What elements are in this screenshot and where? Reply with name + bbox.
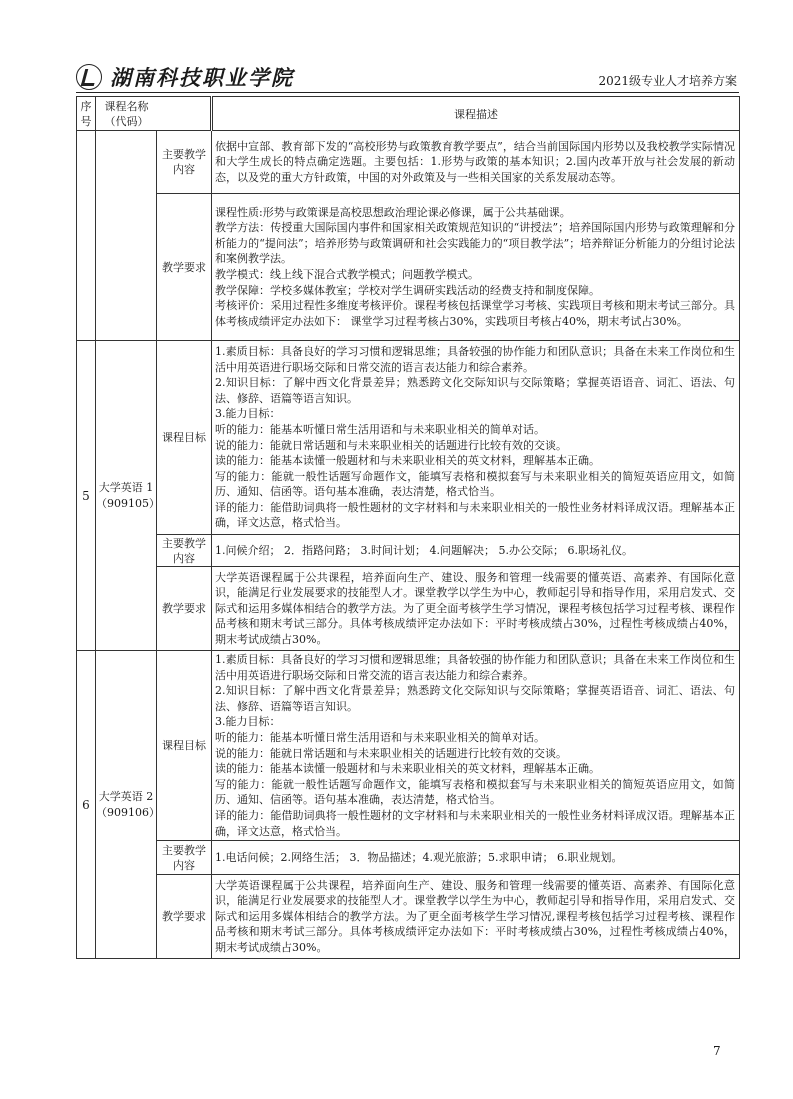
teaching-requirements-text: 课程性质:形势与政策课是高校思想政治理论课必修课，属于公共基础课。 教学方法：传授重大国际国内事件和国家相关政策规范知识的“讲授法”；培养国际国内形势与政策理解和分析能力的“提问法”；培养形势与政策调研和社会实践能力的“项目教学法”；培养辩证分析能力的分组讨论法和案例教学法。 教学模式：线上线下混合式教学模式；问题教学模式。 教学保障：学校多媒体教室；学校对学生调研实践活动的经费支持和制度保障。 考核评价：采用过程性多维度考核评价。课程考核包括课堂学习考核、实践项目考核和期末考试三部分。具体考核成绩评定办法如下： 课堂学习过程考核占30%，实践项目考核占40%，期末考试占30%。 — [212, 194, 740, 341]
page-header — [76, 62, 739, 93]
table-row — [77, 841, 740, 875]
serial-number-5: 5 — [77, 341, 96, 651]
course-name-english-1: 大学英语 1 （909105） — [96, 341, 157, 651]
label-course-goals: 课程目标 — [157, 341, 212, 535]
serial-cell-continued — [77, 131, 96, 341]
course-name-english-2: 大学英语 2 （909106） — [96, 651, 157, 959]
table-row — [77, 341, 740, 535]
serial-number-6: 6 — [77, 651, 96, 959]
table-header-row — [77, 97, 740, 131]
header-course-description: 课程描述 — [212, 97, 740, 131]
table-row — [77, 131, 740, 194]
table-row — [77, 535, 740, 567]
label-teaching-requirements: 教学要求 — [157, 567, 212, 651]
label-course-goals: 课程目标 — [157, 651, 212, 841]
course-goals-text: 1.素质目标：具备良好的学习习惯和逻辑思维；具备较强的协作能力和团队意识；具备在未来工作岗位和生活中用英语进行职场交际和日常交流的语言表达能力和综合素养。 2.知识目标：了解中西文化背景差异；熟悉跨文化交际知识与交际策略；掌握英语语音、词汇、语法、句法、修辞、语篇等语言知识。 3.能力目标： 听的能力：能基本听懂日常生活用语和与未来职业相关的简单对话。 说的能力：能就日常话题和与未来职业相关的话题进行比较有效的交谈。 读的能力：能基本读懂一般题材和与未来职业相关的英文材料，理解基本正确。 写的能力：能就一般性话题写命题作文，能填写表格和模拟套写与未来职业相关的简短英语应用文，如简历、通知、信函等。语句基本准确，表达清楚，格式恰当。 译的能力：能借助词典将一般性题材的文字材料和与未来职业相关的一般性业务材料译成汉语。理解基本正确，译文达意，格式恰当。 — [212, 651, 740, 841]
table-row — [77, 875, 740, 959]
main-content-text: 依据中宣部、教育部下发的“高校形势与政策教育教学要点”，结合当前国际国内形势以及我校教学实际情况和大学生成长的特点确定选题。主要包括：1.形势与政策的基本知识；2.国内改革开放与社会发展的新动态，以及党的重大方针政策，中国的对外政策及与一些相关国家的关系发展动态等。 — [212, 131, 740, 194]
course-goals-text: 1.素质目标：具备良好的学习习惯和逻辑思维；具备较强的协作能力和团队意识；具备在未来工作岗位和生活中用英语进行职场交际和日常交流的语言表达能力和综合素养。 2.知识目标：了解中西文化背景差异；熟悉跨文化交际知识与交际策略；掌握英语语音、词汇、语法、句法、修辞、语篇等语言知识。 3.能力目标： 听的能力：能基本听懂日常生活用语和与未来职业相关的简单对话。 说的能力：能就日常话题和与未来职业相关的话题进行比较有效的交谈。 读的能力：能基本读懂一般题材和与未来职业相关的英文材料，理解基本正确。 写的能力：能就一般性话题写命题作文，能填写表格和模拟套写与未来职业相关的简短英语应用文，如简历、通知、信函等。语句基本准确，表达清楚，格式恰当。 译的能力：能借助词典将一般性题材的文字材料和与未来职业相关的一般性业务材料译成汉语。理解基本正确，译文达意，格式恰当。 — [212, 341, 740, 535]
header-serial-number: 序 号 — [77, 97, 96, 131]
table-row — [77, 651, 740, 841]
school-logo-icon — [76, 64, 102, 90]
table-row — [77, 194, 740, 341]
school-name: 湖南科技职业学院 — [110, 65, 294, 90]
label-main-content: 主要教学 内容 — [157, 535, 212, 567]
header-course-name: 课程名称 （代码） — [96, 97, 212, 131]
label-main-content: 主要教学 内容 — [157, 841, 212, 875]
document-title: 2021级专业人才培养方案 — [598, 74, 737, 88]
label-main-content: 主要教学 内容 — [157, 131, 212, 194]
course-name-cell-continued — [96, 131, 157, 341]
page-number: 7 — [713, 1044, 721, 1058]
course-table — [76, 96, 740, 959]
teaching-requirements-text: 大学英语课程属于公共课程，培养面向生产、建设、服务和管理一线需要的懂英语、高素养、有国际化意识，能满足行业发展要求的技能型人才。课堂教学以学生为中心，教师起引导和指导作用，采用启发式、交际式和运用多媒体相结合的教学方法。为了更全面考核学生学习情况,课程考核包括学习过程考核、课程作品考核和期末考试三部分。具体考核成绩评定办法如下：平时考核成绩占30%，过程性考核成绩占40%，期末考试成绩占30%。 — [212, 875, 740, 959]
table-row — [77, 567, 740, 651]
label-teaching-requirements: 教学要求 — [157, 875, 212, 959]
main-content-text: 1.电话问候；2.网络生活； 3．物品描述；4.观光旅游；5.求职申请； 6.职业规划。 — [212, 841, 740, 875]
label-teaching-requirements: 教学要求 — [157, 194, 212, 341]
main-content-text: 1.问候介绍； 2．指路问路； 3.时间计划； 4.问题解决； 5.办公交际； 6.职场礼仪。 — [212, 535, 740, 567]
teaching-requirements-text: 大学英语课程属于公共课程，培养面向生产、建设、服务和管理一线需要的懂英语、高素养、有国际化意识，能满足行业发展要求的技能型人才。课堂教学以学生为中心，教师起引导和指导作用，采用启发式、交际式和运用多媒体相结合的教学方法。为了更全面考核学生学习情况，课程考核包括学习过程考核、课程作品考核和期末考试三部分。具体考核成绩评定办法如下：平时考核成绩占30%，过程性考核成绩占40%，期末考试成绩占30%。 — [212, 567, 740, 651]
